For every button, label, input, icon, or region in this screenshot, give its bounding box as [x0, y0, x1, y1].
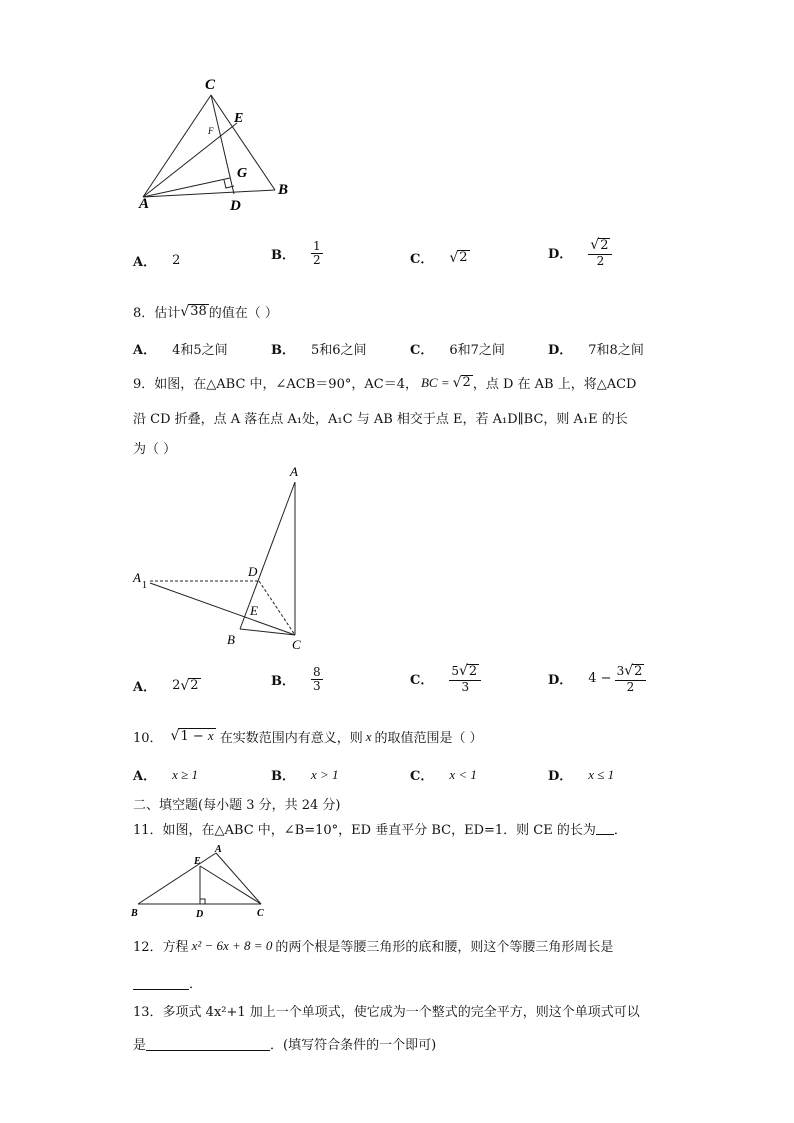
label-c: C	[257, 908, 264, 919]
label-g: G	[237, 166, 248, 181]
answer-blank[interactable]	[146, 1036, 270, 1051]
segment-ae	[143, 123, 237, 197]
q8-option-a[interactable]: A． 4和5之间	[133, 343, 228, 358]
radical: √ 1 − x	[170, 728, 214, 745]
radical: √ 2	[452, 374, 471, 391]
option-label: B．	[271, 247, 295, 263]
label-a: A	[215, 844, 222, 855]
figure-q9	[128, 462, 318, 652]
q10-option-a[interactable]: A． x ≥ 1	[133, 766, 198, 784]
radical: √ 2	[449, 249, 468, 266]
label-d: D	[230, 198, 241, 214]
q9-line-3: 为（ ）	[133, 442, 177, 457]
segment-ba	[138, 853, 216, 904]
label-b: B	[131, 908, 138, 919]
label-c: C	[292, 637, 301, 652]
radical: √ 2	[180, 677, 199, 694]
label-d: D	[248, 564, 258, 579]
q10-option-d[interactable]: D． x ≤ 1	[548, 766, 615, 784]
q7-option-b[interactable]	[271, 240, 323, 266]
q9-option-c[interactable]: C． 5 √ 2 3	[410, 664, 481, 694]
label-e: E	[234, 111, 244, 126]
label-c: C	[205, 77, 216, 93]
answer-blank[interactable]	[596, 822, 614, 835]
q9-line-1: 9．如图，在△ABC 中，∠ACB＝90°，AC＝4， BC = √ 2 ，点 D 在 AB 上，将△ACD	[133, 374, 637, 392]
q7-option-c[interactable]	[410, 248, 470, 267]
label-a: A	[290, 464, 298, 479]
label-e: E	[194, 856, 201, 867]
segment-ec	[200, 866, 261, 904]
label-b: B	[227, 632, 235, 647]
fraction: $\frac{8}{3}$	[313, 665, 321, 693]
label-a1-sub: 1	[142, 580, 147, 591]
figure-q7	[130, 70, 300, 215]
q8-option-c[interactable]: C． 6和7之间	[410, 343, 505, 358]
q8-option-d[interactable]: D． 7和8之间	[548, 343, 644, 358]
section-title: 二、填空题(每小题 3 分，共 24 分)	[133, 798, 341, 813]
fraction: $\frac{1}{2}$	[313, 239, 321, 267]
q11-stem: 11．如图，在△ABC 中，∠B=10°，ED 垂直平分 BC，ED=1．则 CE 的长为 ．	[133, 823, 627, 838]
label-e: E	[250, 603, 258, 618]
fraction: 5 √ 2 3	[449, 664, 481, 694]
option-label: C．	[410, 252, 434, 267]
figure-q11	[128, 842, 278, 920]
q12-answer-line: ．	[133, 973, 202, 992]
segment-ab	[240, 482, 295, 629]
segment-ac	[216, 853, 261, 904]
label-b: B	[278, 182, 289, 198]
q9-option-d[interactable]: D． 4 − 3 √ 2 2	[548, 664, 646, 694]
segment-ab	[143, 190, 275, 197]
right-angle-mark	[200, 899, 205, 904]
segment-a1c	[150, 583, 295, 635]
option-label: D．	[548, 247, 573, 263]
label-d: D	[196, 909, 204, 920]
q10-option-b[interactable]: B． x > 1	[271, 766, 339, 784]
answer-blank[interactable]	[133, 975, 189, 990]
radical: √ 38	[180, 303, 207, 320]
option-value: 2	[172, 253, 181, 268]
q9-option-a[interactable]: A． 2 √ 2	[133, 677, 199, 695]
q7-option-a[interactable]	[133, 251, 180, 270]
fraction: 3 √ 2 2	[615, 664, 647, 694]
q10-option-c[interactable]: C． x < 1	[410, 766, 477, 784]
fraction: √ 2 2	[588, 238, 612, 268]
q9-line-2: 沿 CD 折叠，点 A 落在点 A₁处，A₁C 与 AB 相交于点 E，若 A₁D∥BC，则 A₁E 的长	[133, 412, 628, 427]
right-angle-mark	[224, 180, 234, 188]
q8-stem: 8． 估计 √ 38 的值在（ ）	[133, 303, 278, 321]
q8-option-b[interactable]: B． 5和6之间	[271, 343, 367, 358]
label-f: F	[208, 126, 214, 136]
segment-dc	[259, 581, 295, 635]
option-label: A．	[133, 255, 157, 270]
q7-option-d[interactable]	[548, 238, 612, 268]
q13-line-2: 是 ．(填写符合条件的一个即可)	[133, 1038, 437, 1053]
label-a1: A	[133, 570, 141, 585]
label-a: A	[139, 196, 150, 212]
segment-ag	[143, 178, 230, 197]
q12-stem: 12． 方程 x ² − 6x + 8 = 0 的两个根是等腰三角形的底和腰，则这个等腰三角形周长是	[133, 937, 614, 955]
segment-ca	[143, 95, 211, 197]
q13-line-1: 13．多项式 4x²+1 加上一个单项式，使它成为一个整式的完全平方，则这个单项式可以	[133, 1005, 640, 1020]
q10-stem: 10． √ 1 − x 在实数范围内有意义，则 x 的取值范围是（ ）	[133, 728, 483, 746]
q9-option-b[interactable]: B． $\frac{8}{3}$	[271, 665, 321, 693]
